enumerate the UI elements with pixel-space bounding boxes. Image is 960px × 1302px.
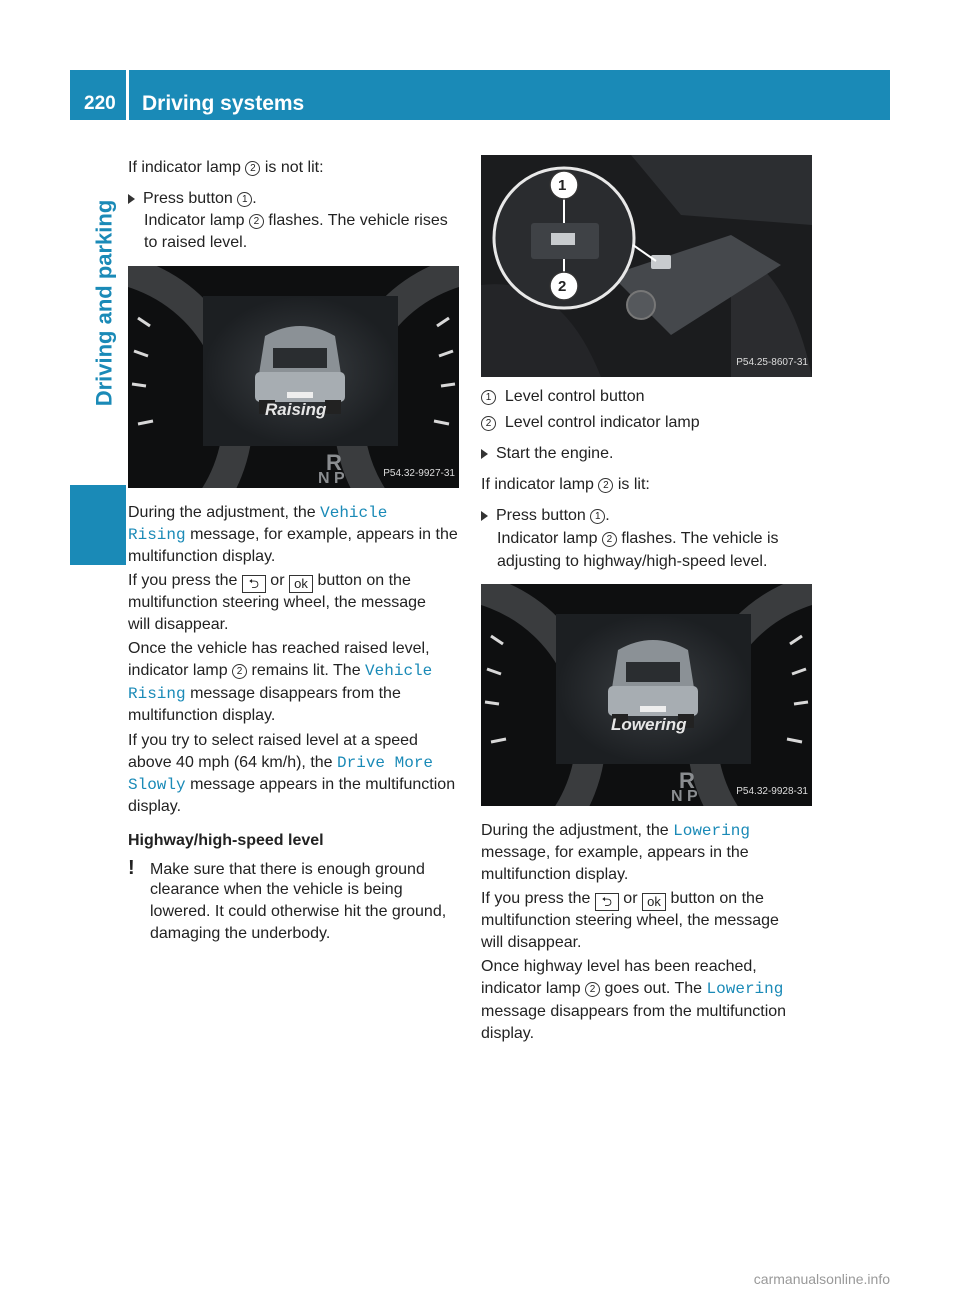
ok-key-icon: ok bbox=[289, 575, 313, 593]
instrument-cluster-image bbox=[128, 266, 459, 488]
display-message: Slowly bbox=[128, 776, 186, 794]
paragraph-line: multifunction steering wheel, the message bbox=[128, 594, 426, 611]
paragraph-line: will disappear. bbox=[128, 616, 229, 633]
paragraph: Once the vehicle has reached raised level, bbox=[128, 640, 430, 657]
callout-1: 1 bbox=[481, 390, 496, 405]
display-message: Vehicle bbox=[365, 662, 433, 680]
paragraph: During the adjustment, the Lowering bbox=[481, 822, 750, 840]
paragraph-line: display. bbox=[481, 1025, 535, 1042]
gear-indicator: R bbox=[326, 450, 342, 475]
step-arrow-icon bbox=[128, 194, 135, 204]
gear-indicator: R bbox=[679, 768, 695, 793]
warning-icon: ! bbox=[128, 857, 135, 879]
paragraph-line: display. bbox=[128, 798, 182, 815]
callout-2: 2 bbox=[558, 278, 567, 295]
paragraph-line: above 40 mph (64 km/h), the Drive More bbox=[128, 754, 434, 772]
display-message: Rising bbox=[128, 685, 186, 703]
back-key-icon: ⮌ bbox=[595, 893, 619, 911]
side-tab-marker bbox=[70, 485, 126, 565]
subheading: Highway/high-speed level bbox=[128, 832, 324, 849]
callout-2: 2 bbox=[585, 982, 600, 997]
paragraph: If indicator lamp 2 is lit: bbox=[481, 476, 650, 493]
section-title: Driving systems bbox=[142, 92, 305, 115]
header-divider bbox=[126, 70, 129, 120]
legend-item: 1 Level control button bbox=[481, 386, 645, 408]
display-message: Vehicle bbox=[320, 504, 388, 522]
paragraph: If you press the ⮌ or ok button on the bbox=[128, 572, 411, 591]
step-arrow-icon bbox=[481, 449, 488, 459]
paragraph-line: multifunction steering wheel, the message bbox=[481, 912, 779, 929]
paragraph-line: Rising message, for example, appears in the bbox=[128, 526, 458, 544]
display-screen bbox=[556, 614, 751, 764]
vehicle-rear-icon bbox=[203, 296, 398, 446]
display-message: Rising bbox=[128, 526, 186, 544]
paragraph: If indicator lamp 2 is not lit: bbox=[128, 159, 324, 176]
step-result-line: to raised level. bbox=[144, 234, 248, 251]
step-result: Indicator lamp 2 flashes. The vehicle is bbox=[497, 530, 779, 547]
paragraph-line: multifunction display. bbox=[481, 866, 629, 883]
display-screen bbox=[203, 296, 398, 446]
step-arrow-icon bbox=[481, 511, 488, 521]
callout-2: 2 bbox=[598, 478, 613, 493]
display-message: Lowering bbox=[706, 980, 784, 998]
paragraph-line: indicator lamp 2 goes out. The Lowering bbox=[481, 980, 784, 998]
display-status-label: Raising bbox=[265, 400, 327, 419]
step-result-line: adjusting to highway/high-speed level. bbox=[497, 553, 768, 570]
paragraph-line: will disappear. bbox=[481, 934, 582, 951]
warning-line: damaging the underbody. bbox=[150, 925, 331, 942]
callout-1: 1 bbox=[590, 509, 605, 524]
paragraph-line: message, for example, appears in the bbox=[481, 844, 749, 861]
callout-2: 2 bbox=[481, 416, 496, 431]
callout-2: 2 bbox=[602, 532, 617, 547]
side-tab-label: Driving and parking bbox=[91, 199, 116, 406]
gear-indicator: N P bbox=[318, 470, 345, 487]
paragraph-line: indicator lamp 2 remains lit. The Vehicle bbox=[128, 662, 433, 680]
instrument-cluster-image bbox=[481, 584, 812, 806]
center-console-image bbox=[481, 155, 812, 377]
callout-2: 2 bbox=[232, 664, 247, 679]
figure-code: P54.25-8607-31 bbox=[736, 357, 808, 368]
legend-item: 2 Level control indicator lamp bbox=[481, 412, 700, 434]
display-message: Drive More bbox=[337, 754, 434, 772]
figure-code: P54.32-9928-31 bbox=[736, 786, 808, 797]
callout-2: 2 bbox=[245, 161, 260, 176]
paragraph-line: multifunction display. bbox=[128, 707, 276, 724]
ok-key-icon: ok bbox=[642, 893, 666, 911]
gear-indicator: N P bbox=[671, 788, 698, 805]
figure-code: P54.32-9927-31 bbox=[383, 468, 455, 479]
step: Start the engine. bbox=[481, 443, 613, 465]
watermark: carmanualsonline.info bbox=[753, 1271, 890, 1287]
callout-1: 1 bbox=[237, 192, 252, 207]
paragraph-line: Rising message disappears from the bbox=[128, 685, 401, 703]
display-message: Lowering bbox=[673, 822, 750, 840]
console-drawing bbox=[481, 155, 812, 377]
back-key-icon: ⮌ bbox=[242, 575, 266, 593]
side-tab bbox=[84, 120, 124, 485]
step: Press button 1 . bbox=[128, 188, 257, 210]
step-result: Indicator lamp 2 flashes. The vehicle rises bbox=[144, 212, 448, 229]
callout-2: 2 bbox=[249, 214, 264, 229]
paragraph-line: message disappears from the multifunction bbox=[481, 1003, 787, 1020]
step: Press button 1 . bbox=[481, 505, 610, 527]
paragraph: Once highway level has been reached, bbox=[481, 958, 757, 975]
warning-line: lowered. It could otherwise hit the ground, bbox=[150, 903, 447, 920]
callout-1: 1 bbox=[558, 177, 567, 194]
warning-line: clearance when the vehicle is being bbox=[150, 881, 403, 898]
paragraph-line: multifunction display. bbox=[128, 548, 276, 565]
vehicle-rear-icon bbox=[556, 614, 751, 764]
paragraph-line: Slowly message appears in the multifunction bbox=[128, 776, 456, 794]
warning-note: ! Make sure that there is enough ground bbox=[128, 857, 425, 879]
paragraph: During the adjustment, the Vehicle bbox=[128, 504, 388, 522]
paragraph: If you press the ⮌ or ok button on the bbox=[481, 890, 764, 909]
paragraph: If you try to select raised level at a speed bbox=[128, 732, 418, 749]
display-status-label: Lowering bbox=[611, 715, 687, 734]
page-number: 220 bbox=[84, 93, 116, 114]
